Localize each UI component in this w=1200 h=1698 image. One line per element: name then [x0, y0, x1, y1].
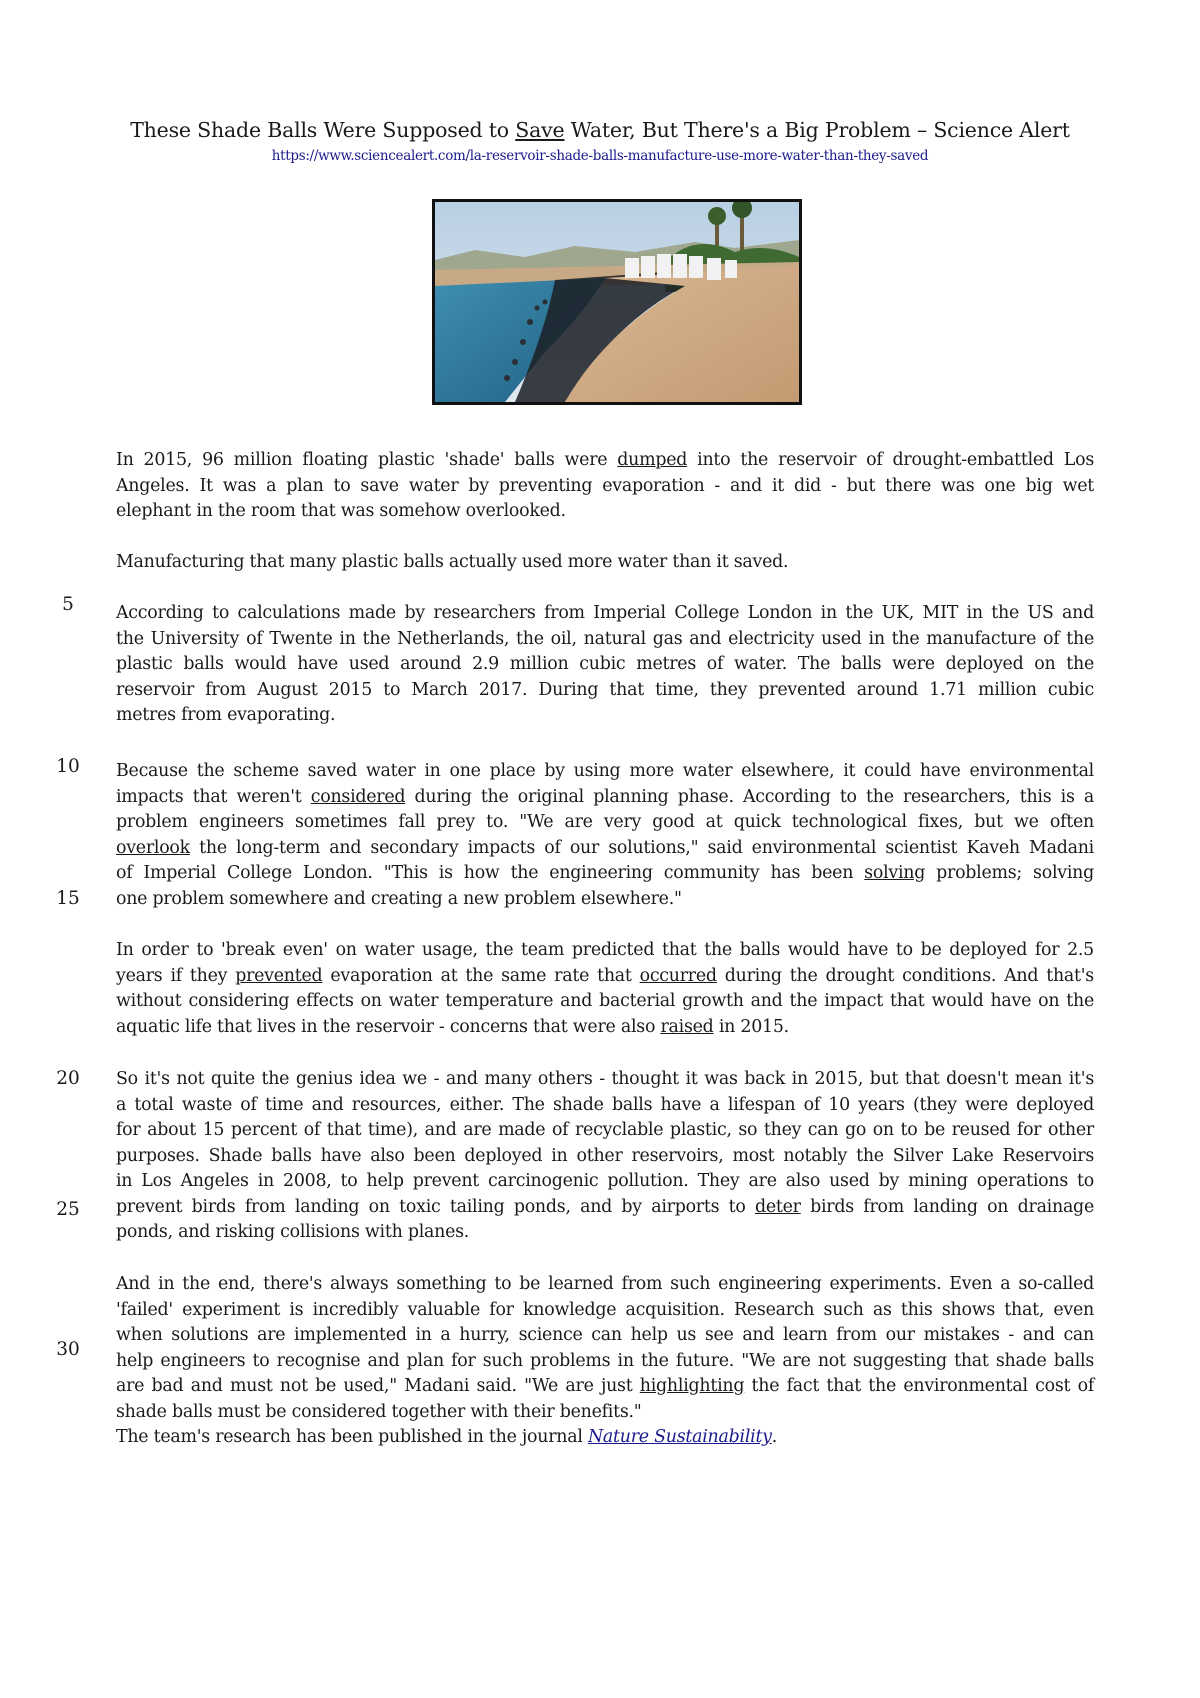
underlined-word: highlighting: [639, 1376, 745, 1396]
underlined-word: considered: [310, 786, 406, 807]
line-number: 25: [56, 1199, 80, 1220]
underlined-word: deter: [754, 1196, 801, 1217]
paragraph-8: The team's research has been published in the journal Nature Sustainability.: [116, 1427, 778, 1447]
line-number: 30: [56, 1339, 80, 1360]
underlined-word: dumped: [617, 450, 688, 470]
underlined-word: occurred: [639, 965, 717, 986]
paragraph-7: And in the end, there's always something to be learned from such engineering experiments. Even a so-called 'failed' experiment is incredibly valuable for knowledge acquisition. Research such as this shows that, even when solutions are implemented in a hurry, science can help us see and learn from our mistakes - and can help engineers to recognise and plan for such problems in the future. "We are not suggesting that shade balls are bad and must not be used," Madani said. "We are just highlighting the fact that the environmental cost of shade balls must be considered together with their benefits.": [116, 1274, 1095, 1422]
line-number: 5: [62, 594, 74, 615]
reservoir-photo: [432, 199, 802, 405]
paragraph-1: In 2015, 96 million floating plastic 'shade' balls were dumped into the reservoir of drought-embattled Los Angeles. It was a plan to save water by preventing evaporation - and it did - but there was one big wet elephant in the room that was somehow overlooked.: [116, 450, 1094, 521]
line-number: 10: [56, 756, 80, 777]
underlined-word: raised: [660, 1016, 714, 1037]
line-number: 15: [56, 888, 80, 909]
underlined-word: prevented: [235, 965, 323, 986]
source-url[interactable]: https://www.sciencealert.com/la-reservoir-shade-balls-manufacture-use-more-water-than-they-saved: [271, 148, 929, 164]
paragraph-5: In order to 'break even' on water usage, the team predicted that the balls would have to be deployed for 2.5 years if they prevented evaporation at the same rate that occurred during the drought conditions. And that's without considering effects on water temperature and bacterial growth and the impact that would have on the aquatic life that lives in the reservoir - concerns that were also raised in 2015.: [116, 940, 1094, 1037]
title-underlined-word: Save: [515, 118, 565, 142]
paragraph-2: Manufacturing that many plastic balls actually used more water than it saved.: [116, 552, 789, 572]
article-title: These Shade Balls Were Supposed to Save Water, But There's a Big Problem – Science Alert: [130, 118, 1070, 142]
underlined-word: solving: [864, 863, 926, 883]
paragraph-6: So it's not quite the genius idea we - and many others - thought it was back in 2015, but that doesn't mean it's a total waste of time and resources, either. The shade balls have a lifespan of 10 years (they were deployed for about 15 percent of that time), and are made of recyclable plastic, so they can go on to be reused for other purposes. Shade balls have also been deployed in other reservoirs, most notably the Silver Lake Reservoirs in Los Angeles in 2008, to help prevent carcinogenic pollution. They are also used by mining operations to prevent birds from landing on toxic tailing ponds, and by airports to deter birds from landing on drainage ponds, and risking collisions with planes.: [116, 1069, 1094, 1242]
journal-link[interactable]: Nature Sustainability: [587, 1427, 772, 1447]
underlined-word: overlook: [116, 837, 190, 858]
paragraph-4: Because the scheme saved water in one place by using more water elsewhere, it could have environmental impacts that weren't considered during the original planning phase. According to the researchers, this is a problem engineers sometimes fall prey to. "We are very good at quick technological fixes, but we often overlook the long-term and secondary impacts of our solutions," said environmental scientist Kaveh Madani of Imperial College London. "This is how the engineering community has been solving problems; solving one problem somewhere and creating a new problem elsewhere.": [116, 761, 1094, 909]
paragraph-3: According to calculations made by researchers from Imperial College London in the UK, MIT in the US and the University of Twente in the Netherlands, the oil, natural gas and electricity used in the manufacture of the plastic balls would have used around 2.9 million cubic metres of water. The balls were deployed on the reservoir from August 2015 to March 2017. During that time, they prevented around 1.71 million cubic metres from evaporating.: [116, 603, 1094, 725]
line-number: 20: [56, 1068, 80, 1089]
